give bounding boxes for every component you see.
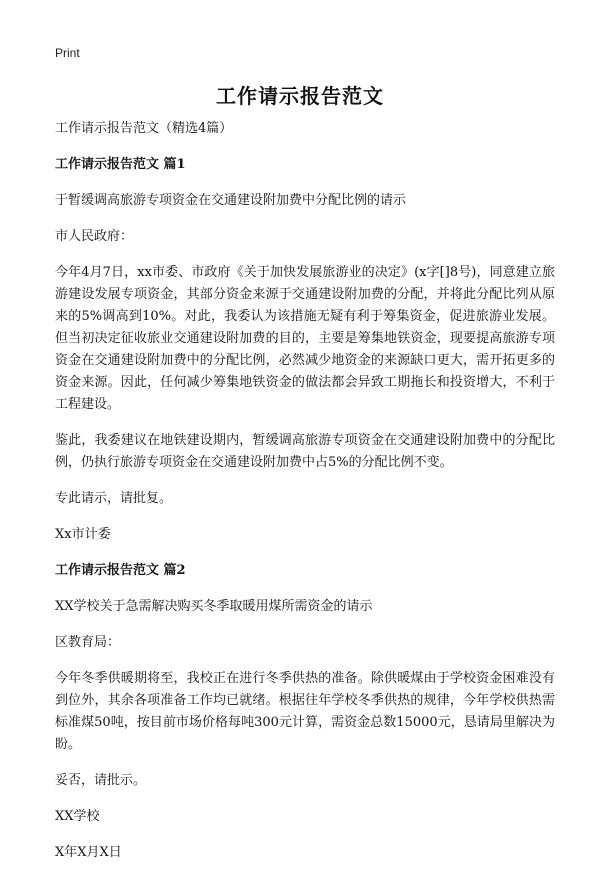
page-title: 工作请示报告范文 bbox=[216, 84, 384, 108]
article-1-heading: 工作请示报告范文 篇1 bbox=[55, 157, 186, 172]
article-1-paragraph: 鉴此，我委建议在地铁建设期内，暂缓调高旅游专项资金在交通建设附加费中的分配比例，仍执行旅游专项资金在交通建设附加费中占5%的分配比例不变。 bbox=[55, 433, 555, 470]
intro-line: 工作请示报告范文（精选4篇） bbox=[55, 121, 233, 136]
article-2-paragraph: 今年冬季供暖期将至，我校正在进行冬季供热的准备。除供暖煤由于学校资金困难没有到位外，其余各项准备工作均已就绪。根据往年学校冬季供热的规律，今年学校供热需标准煤50吨，按目前市场价格每吨300元计算，需资金总数15000元，恳请局里解决为盼。 bbox=[55, 671, 555, 752]
article-1-paragraph: 今年4月7日，xx市委、市政府《关于加快发展旅游业的决定》(x字[]8号)，同意建立旅游建设发展专项资金，其部分资金来源于交通建设附加费的分配，并将此分配比列从原来的5%调高到10%。对此，我委认为该措施无疑有利于筹集资金，促进旅游业发展。但当初决定征收旅业交通建设附加费的目的，主要是筹集地铁资金，现要提高旅游专项资金在交通建设附加费中的分配比例，必然减少地资金的来源缺口更大，需开拓更多的资金来源。因此，任何减少筹集地铁资金的做法都会异致工期拖长和投资增大，不利于工程建设。 bbox=[55, 265, 555, 412]
article-1-subject: 于暂缓调高旅游专项资金在交通建设附加费中分配比例的请示 bbox=[55, 193, 407, 208]
article-2-closing: 妥否，请批示。 bbox=[55, 773, 147, 788]
document-body bbox=[55, 118, 555, 878]
article-2-heading: 工作请示报告范文 篇2 bbox=[55, 563, 186, 578]
article-1-signature: Xx市计委 bbox=[55, 527, 111, 542]
article-2-signature: XX学校 bbox=[55, 809, 100, 824]
article-2-subject: XX学校关于急需解决购买冬季取暖用煤所需资金的请示 bbox=[55, 599, 373, 614]
article-1-recipient: 市人民政府： bbox=[55, 229, 134, 244]
print-link[interactable]: Print bbox=[55, 46, 80, 60]
article-2-recipient: 区教育局： bbox=[55, 635, 121, 650]
article-2-date: X年X月X日 bbox=[55, 845, 122, 860]
article-1-closing: 专此请示，请批复。 bbox=[55, 491, 173, 506]
